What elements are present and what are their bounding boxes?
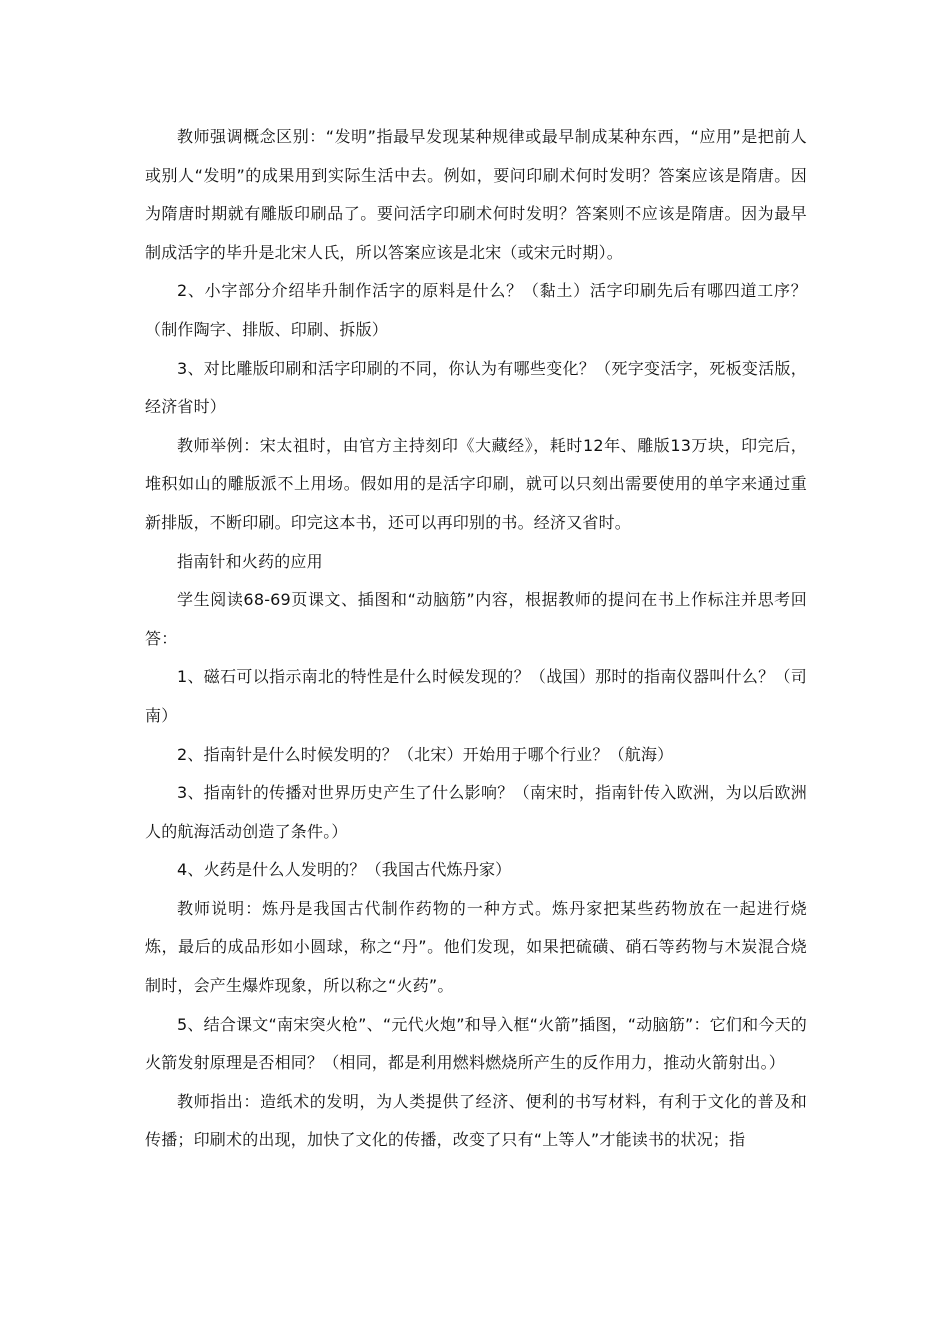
paragraph-question-1: 1、磁石可以指示南北的特性是什么时候发现的？（战国）那时的指南仪器叫什么？（司南）	[145, 667, 807, 725]
paragraph-teacher-example: 教师举例：宋太祖时，由官方主持刻印《大藏经》，耗时12年、雕版13万块，印完后，堆积如山的雕版派不上用场。假如用的是活字印刷，就可以只刻出需要使用的单字来通过重新排版，不断印刷。印完这本书，还可以再印别的书。经济又省时。	[145, 435, 807, 532]
paragraph-teacher-summary: 教师指出：造纸术的发明，为人类提供了经济、便利的书写材料，有利于文化的普及和传播；印刷术的出现，加快了文化的传播，改变了只有“上等人”才能读书的状况；指	[145, 1091, 807, 1150]
paragraph-question-3b: 3、指南针的传播对世界历史产生了什么影响？（南宋时，指南针传入欧洲，为以后欧洲人的航海活动创造了条件。）	[145, 783, 807, 841]
paragraph-concept-distinction: 教师强调概念区别：“发明”指最早发现某种规律或最早制成某种东西，“应用”是把前人或别人“发明”的成果用到实际生活中去。例如，要问印刷术何时发明？答案应该是隋唐。因为隋唐时期就有雕版印刷品了。要问活字印刷术何时发明？答案则不应该是隋唐。因为最早制成活字的毕升是北宋人氏，所以答案应该是北宋（或宋元时期）。	[145, 127, 807, 262]
document-body	[145, 118, 807, 1160]
paragraph-question-3: 3、对比雕版印刷和活字印刷的不同，你认为有哪些变化？（死字变活字，死板变活版，经济省时）	[145, 358, 807, 417]
paragraph-question-4: 4、火药是什么人发明的？（我国古代炼丹家）	[177, 860, 512, 880]
paragraph-question-5: 5、结合课文“南宋突火枪”、“元代火炮”和导入框“火箭”插图，“动脑筋”：它们和今天的火箭发射原理是否相同？（相同，都是利用燃料燃烧所产生的反作用力，推动火箭射出。）	[145, 1014, 807, 1073]
paragraph-teacher-explanation: 教师说明：炼丹是我国古代制作药物的一种方式。炼丹家把某些药物放在一起进行烧炼，最后的成品形如小圆球，称之“丹”。他们发现，如果把硫磺、硝石等药物与木炭混合烧制时，会产生爆炸现象，所以称之“火药”。	[145, 898, 807, 996]
paragraph-question-2: 2、小字部分介绍毕升制作活字的原料是什么？（黏土）活字印刷先后有哪四道工序？（制作陶字、排版、印刷、拆版）	[145, 281, 807, 339]
paragraph-question-2b: 2、指南针是什么时候发明的？（北宋）开始用于哪个行业？（航海）	[177, 744, 674, 764]
section-heading-compass-gunpowder: 指南针和火药的应用	[177, 551, 323, 571]
paragraph-reading-instruction: 学生阅读68-69页课文、插图和“动脑筋”内容，根据教师的提问在书上作标注并思考回答：	[145, 590, 807, 648]
